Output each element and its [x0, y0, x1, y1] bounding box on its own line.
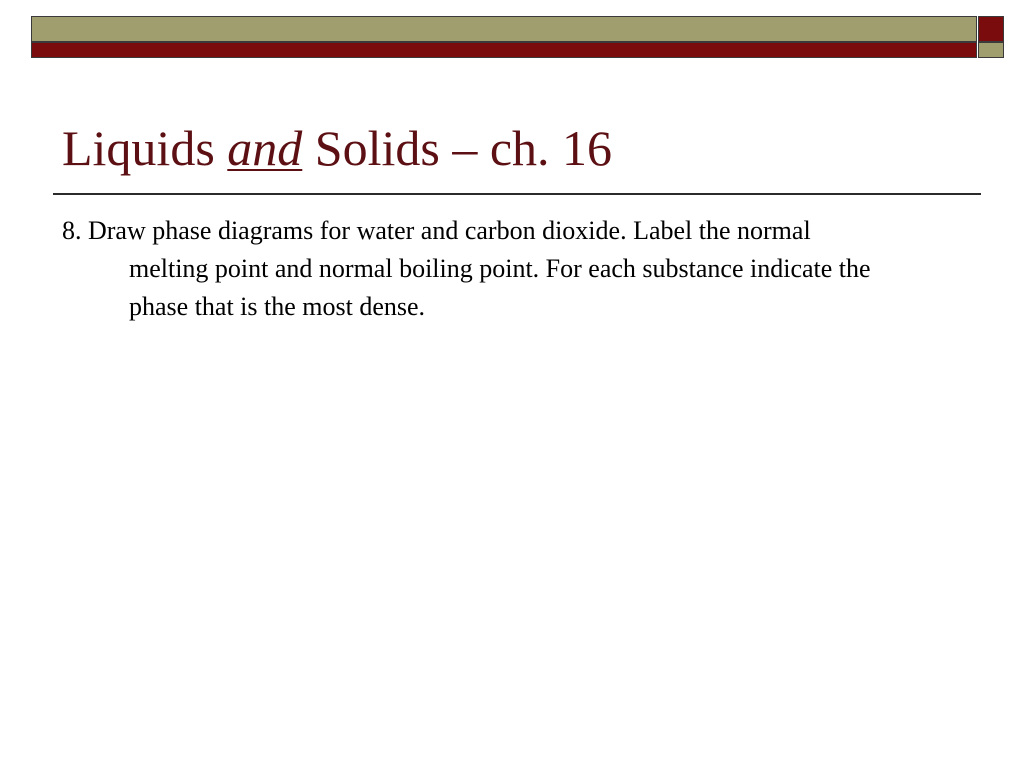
title-divider [53, 193, 981, 195]
item-text: Draw phase diagrams for water and carbon dioxide. Label the normal melting point and normal boiling point. For each substance indicate the phase that is the most dense. [88, 216, 871, 321]
slide-title [62, 118, 612, 178]
header-banner-maroon [31, 42, 977, 58]
title-emphasis: and [227, 120, 303, 176]
body-paragraph [62, 212, 892, 326]
title-part-1: Liquids [62, 120, 215, 176]
header-corner-square-maroon [978, 16, 1004, 42]
title-part-2: Solids – ch. 16 [314, 120, 613, 176]
header-corner-square-olive [978, 42, 1004, 58]
item-number: 8. [62, 216, 82, 245]
header-banner-olive [31, 16, 977, 42]
